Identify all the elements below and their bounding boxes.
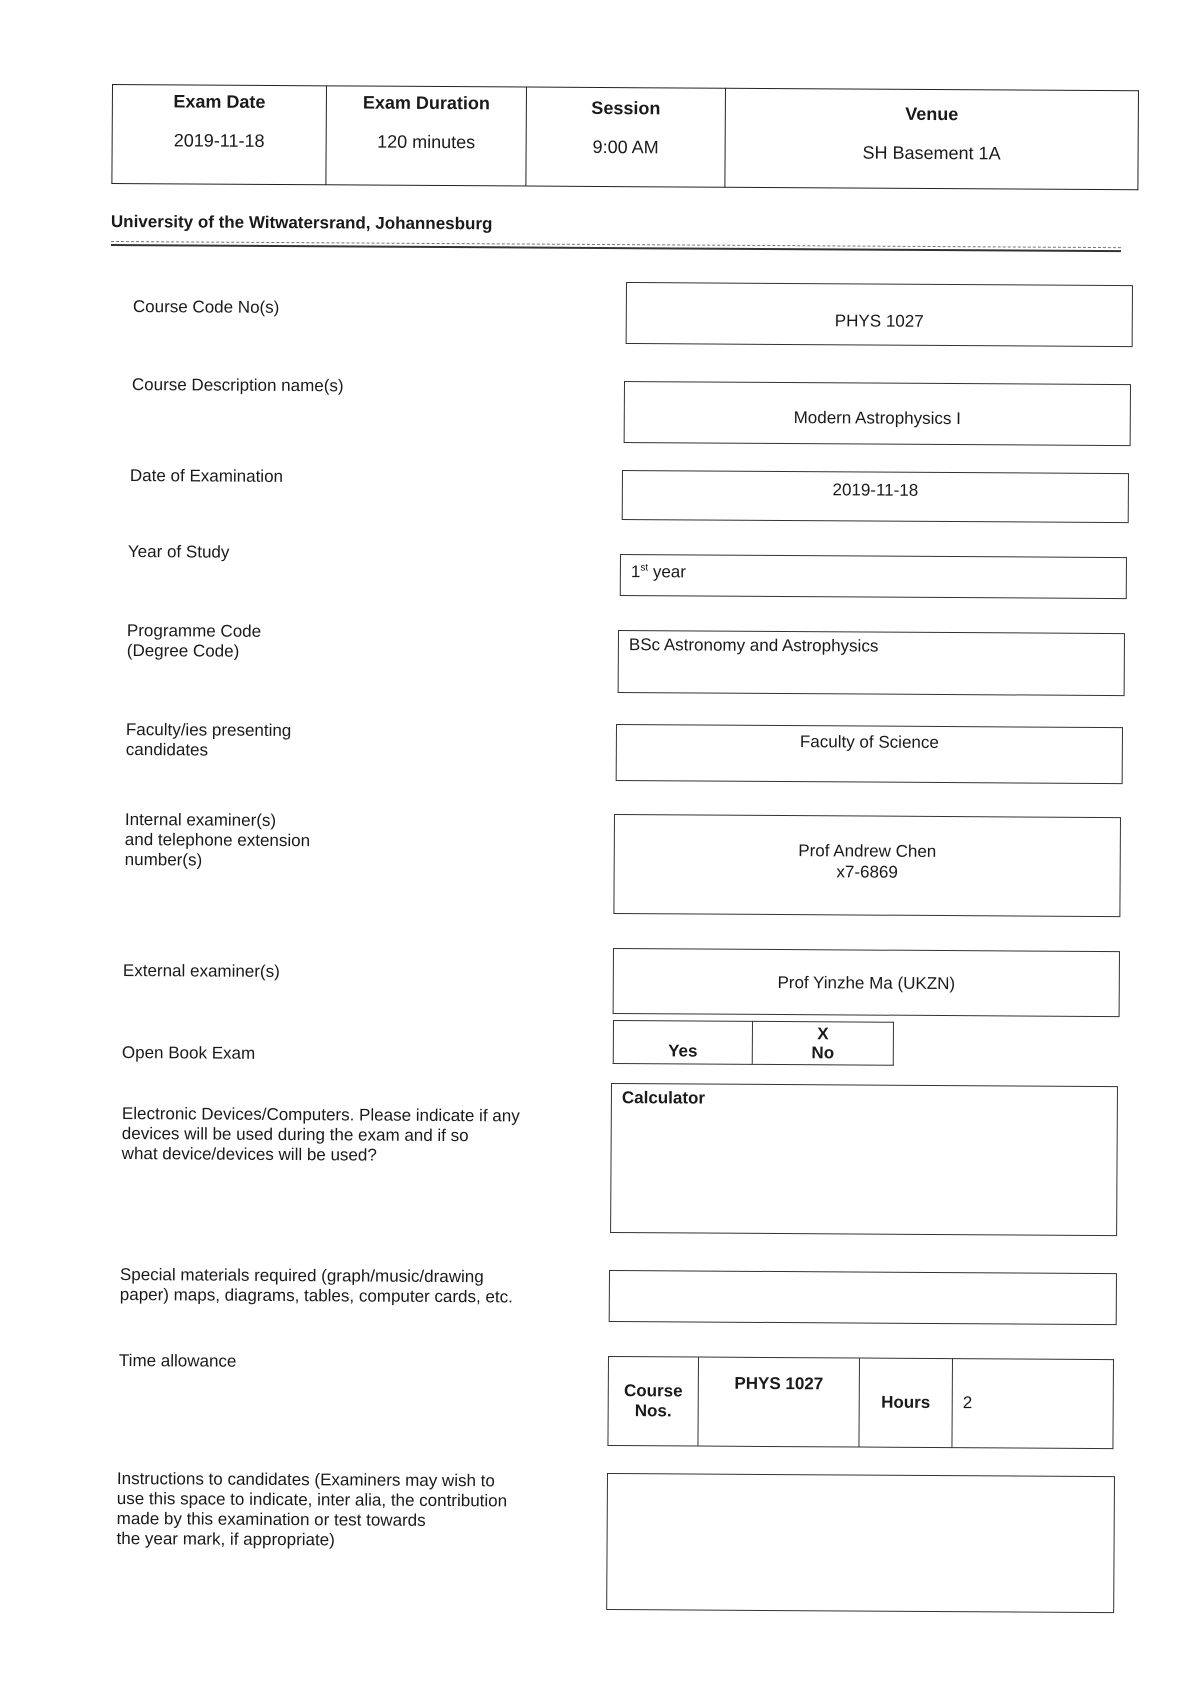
venue-heading: Venue — [905, 103, 959, 125]
external-examiner-label: External examiner(s) — [122, 961, 280, 981]
venue-value: SH Basement 1A — [862, 142, 1001, 164]
time-course-value: PHYS 1027 — [698, 1357, 860, 1447]
time-hours-value: 2 — [952, 1359, 1114, 1449]
session-heading: Session — [591, 97, 661, 119]
devices-box — [610, 1083, 1118, 1236]
course-code-box — [626, 282, 1133, 347]
materials-label: Special materials required (graph/music/drawing paper) maps, diagrams, tables, computer cards, etc. — [119, 1265, 513, 1307]
exam-duration-heading: Exam Duration — [362, 92, 490, 114]
open-book-yes-label: Yes — [668, 1041, 698, 1061]
exam-date-heading: Exam Date — [173, 91, 266, 112]
exam-duration-value: 120 minutes — [377, 131, 476, 153]
internal-examiner-label: Internal examiner(s) and telephone extension number(s) — [124, 810, 311, 870]
time-allowance-label: Time allowance — [118, 1351, 237, 1371]
programme-code-label: Programme Code (Degree Code) — [126, 621, 262, 661]
external-examiner-value: Prof Yinzhe Ma (UKZN) — [777, 973, 956, 994]
time-hours-heading: Hours — [859, 1358, 953, 1448]
materials-box — [609, 1270, 1117, 1325]
university-name: University of the Witwatersrand, Johannesburg — [110, 212, 493, 234]
faculty-value: Faculty of Science — [799, 732, 939, 752]
open-book-table — [613, 1020, 894, 1066]
exam-date-field-value: 2019-11-18 — [832, 480, 919, 500]
session-value: 9:00 AM — [592, 136, 659, 158]
course-description-box — [624, 381, 1131, 446]
open-book-no-mark: X — [817, 1024, 829, 1044]
course-description-value: Modern Astrophysics I — [793, 408, 961, 429]
devices-value: Calculator — [621, 1088, 706, 1108]
exam-date-value: 2019-11-18 — [173, 130, 265, 151]
programme-code-value: BSc Astronomy and Astrophysics — [628, 635, 879, 656]
instructions-box — [606, 1473, 1115, 1613]
internal-examiner-extension: x7-6869 — [836, 862, 898, 882]
open-book-yes-cell — [613, 1021, 752, 1065]
faculty-box — [616, 724, 1123, 784]
divider-line — [111, 244, 1121, 252]
external-examiner-box — [613, 948, 1120, 1017]
faculty-label: Faculty/ies presenting candidates — [125, 720, 292, 760]
open-book-label: Open Book Exam — [121, 1043, 256, 1063]
time-allowance-table — [607, 1356, 1114, 1449]
course-code-value: PHYS 1027 — [834, 311, 924, 331]
year-of-study-value: 1st year — [630, 562, 686, 582]
course-code-label: Course Code No(s) — [132, 297, 280, 317]
internal-examiner-name: Prof Andrew Chen — [798, 841, 937, 861]
open-book-no-cell — [752, 1021, 893, 1065]
course-description-label: Course Description name(s) — [131, 375, 344, 396]
instructions-label: Instructions to candidates (Examiners may wish to use this space to indicate, inter alia, the contribution made by this examination or test towards the year mark, if appropriate) — [116, 1469, 508, 1550]
devices-label: Electronic Devices/Computers. Please indicate if any devices will be used during the exam and if so what device/devices will be used? — [121, 1104, 520, 1165]
year-of-study-label: Year of Study — [127, 542, 230, 562]
exam-date-field-label: Date of Examination — [129, 466, 284, 486]
programme-code-box — [618, 630, 1125, 696]
exam-header-table — [111, 84, 1139, 190]
internal-examiner-box — [613, 814, 1121, 917]
time-course-heading: Course Nos. — [608, 1357, 699, 1447]
exam-date-field-box — [622, 470, 1129, 523]
year-of-study-box — [620, 554, 1127, 599]
open-book-no-label: No — [811, 1043, 835, 1063]
